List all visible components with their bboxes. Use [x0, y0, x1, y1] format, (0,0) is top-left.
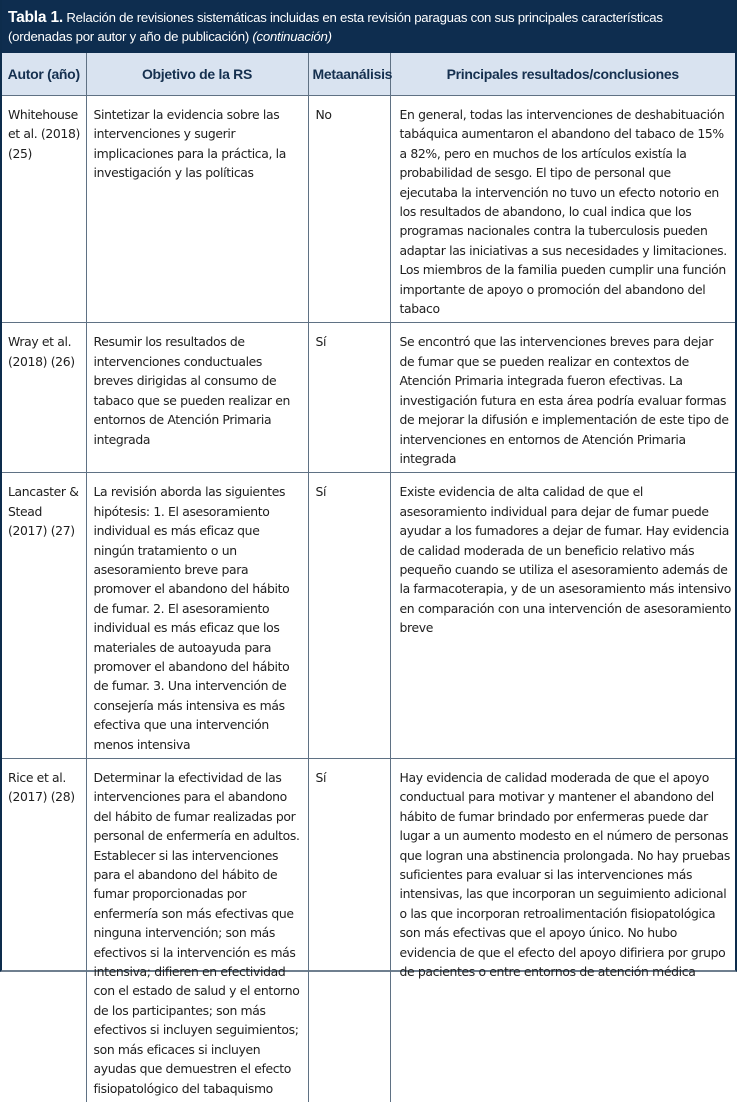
table-row — [2, 323, 735, 473]
cell-objective: Sintetizar la evidencia sobre las intervenciones y sugerir implicaciones para la práctica, la investigación y las políticas — [86, 96, 308, 323]
column-header-results: Principales resultados/conclusiones — [390, 53, 735, 96]
cell-objective: La revisión aborda las siguientes hipótesis: 1. El asesoramiento individual es más eficaz que ningún tratamiento o un asesoramiento breve para promover el abandono del hábito de fumar. 2. El asesoramiento individual es más eficaz que los materiales de autoayuda para promover el abandono del hábito de fumar. 3. Una intervención de consejería más intensiva es más efectiva que una intervención menos intensiva — [86, 473, 308, 759]
table-caption-text: Relación de revisiones sistemáticas incluidas en esta revisión paraguas con sus principales características (ordenadas por autor y año de publicación) — [8, 10, 663, 44]
cell-results: En general, todas las intervenciones de deshabituación tabáquica aumentaron el abandono del tabaco de 15% a 82%, pero en muchos de los artículos existía la probabilidad de sesgo. El tipo de personal que ejecutaba la intervención no tuvo un efecto notorio en los resultados de abandono, lo cual indica que los programas nacionales contra la tuberculosis pueden adaptar las iniciativas a sus necesidades y limitaciones. Los miembros de la familia pueden cumplir una función importante de apoyo o promoción del abandono del tabaco — [390, 96, 735, 323]
table-row — [2, 759, 735, 1102]
reviews-table — [2, 53, 735, 1102]
column-header-objective: Objetivo de la RS — [86, 53, 308, 96]
table-label: Tabla 1. — [8, 9, 63, 26]
cell-meta-analysis: Sí — [308, 323, 390, 473]
column-header-meta-analysis: Metaanálisis — [308, 53, 390, 96]
cell-results: Existe evidencia de alta calidad de que el asesoramiento individual para dejar de fumar puede ayudar a los fumadores a dejar de fumar. Hay evidencia de calidad moderada de un beneficio relativo más pequeño cuando se utiliza el asesoramiento además de la farmacoterapia, y de un asesoramiento más intensivo en comparación con una intervención de asesoramiento breve — [390, 473, 735, 759]
cell-author: Wray et al. (2018) (26) — [2, 323, 86, 473]
table-row — [2, 96, 735, 323]
table-continuation: (continuación) — [252, 29, 332, 44]
cell-meta-analysis: No — [308, 96, 390, 323]
table-row — [2, 473, 735, 759]
cell-results: Hay evidencia de calidad moderada de que el apoyo conductual para motivar y mantener el abandono del hábito de fumar brindado por enfermeras puede dar lugar a un aumento modesto en el número de personas que logran una abstinencia prolongada. No hay pruebas suficientes para evaluar si las intervenciones más intensivas, las que incorporan un seguimiento adicional o las que incorporan retroalimentación fisiopatológica son más efectivas que el apoyo único. No hubo evidencia de que el efecto del apoyo difiriera por grupo de pacientes o entre entornos de atención médica — [399, 770, 730, 980]
column-header-author: Autor (año) — [2, 53, 86, 96]
cell-meta-analysis: Sí — [308, 759, 390, 1102]
table-header-row — [2, 53, 735, 96]
cell-objective: Determinar la efectividad de las intervenciones para el abandono del hábito de fumar realizadas por personal de enfermería en adultos. Establecer si las intervenciones para el abandono del hábito de fumar proporcionadas por enfermería son más efectivas que ninguna intervención; son más efectivos si la intervención es más intensiva; difieren en efectividad con el estado de salud y el entorno de los participantes; son más efectivos si incluyen seguimientos; son más eficaces si incluyen ayudas que demuestren el efecto fisiopatológico del tabaquismo — [86, 759, 308, 1102]
cell-results: Se encontró que las intervenciones breves para dejar de fumar que se pueden realizar en contextos de Atención Primaria integrada fueron efectivas. La investigación futura en esta área podría evaluar formas de mejorar la difusión e implementación de este tipo de intervenciones en entornos de Atención Primaria integrada — [390, 323, 735, 473]
table-caption — [2, 0, 735, 53]
cell-author: Whitehouse et al. (2018) (25) — [2, 96, 86, 323]
cell-author: Rice et al. (2017) (28) — [2, 759, 86, 1102]
cell-objective: Resumir los resultados de intervenciones conductuales breves dirigidas al consumo de tabaco que se pueden realizar en entornos de Atención Primaria integrada — [86, 323, 308, 473]
cell-author: Lancaster & Stead (2017) (27) — [2, 473, 86, 759]
cell-meta-analysis: Sí — [308, 473, 390, 759]
